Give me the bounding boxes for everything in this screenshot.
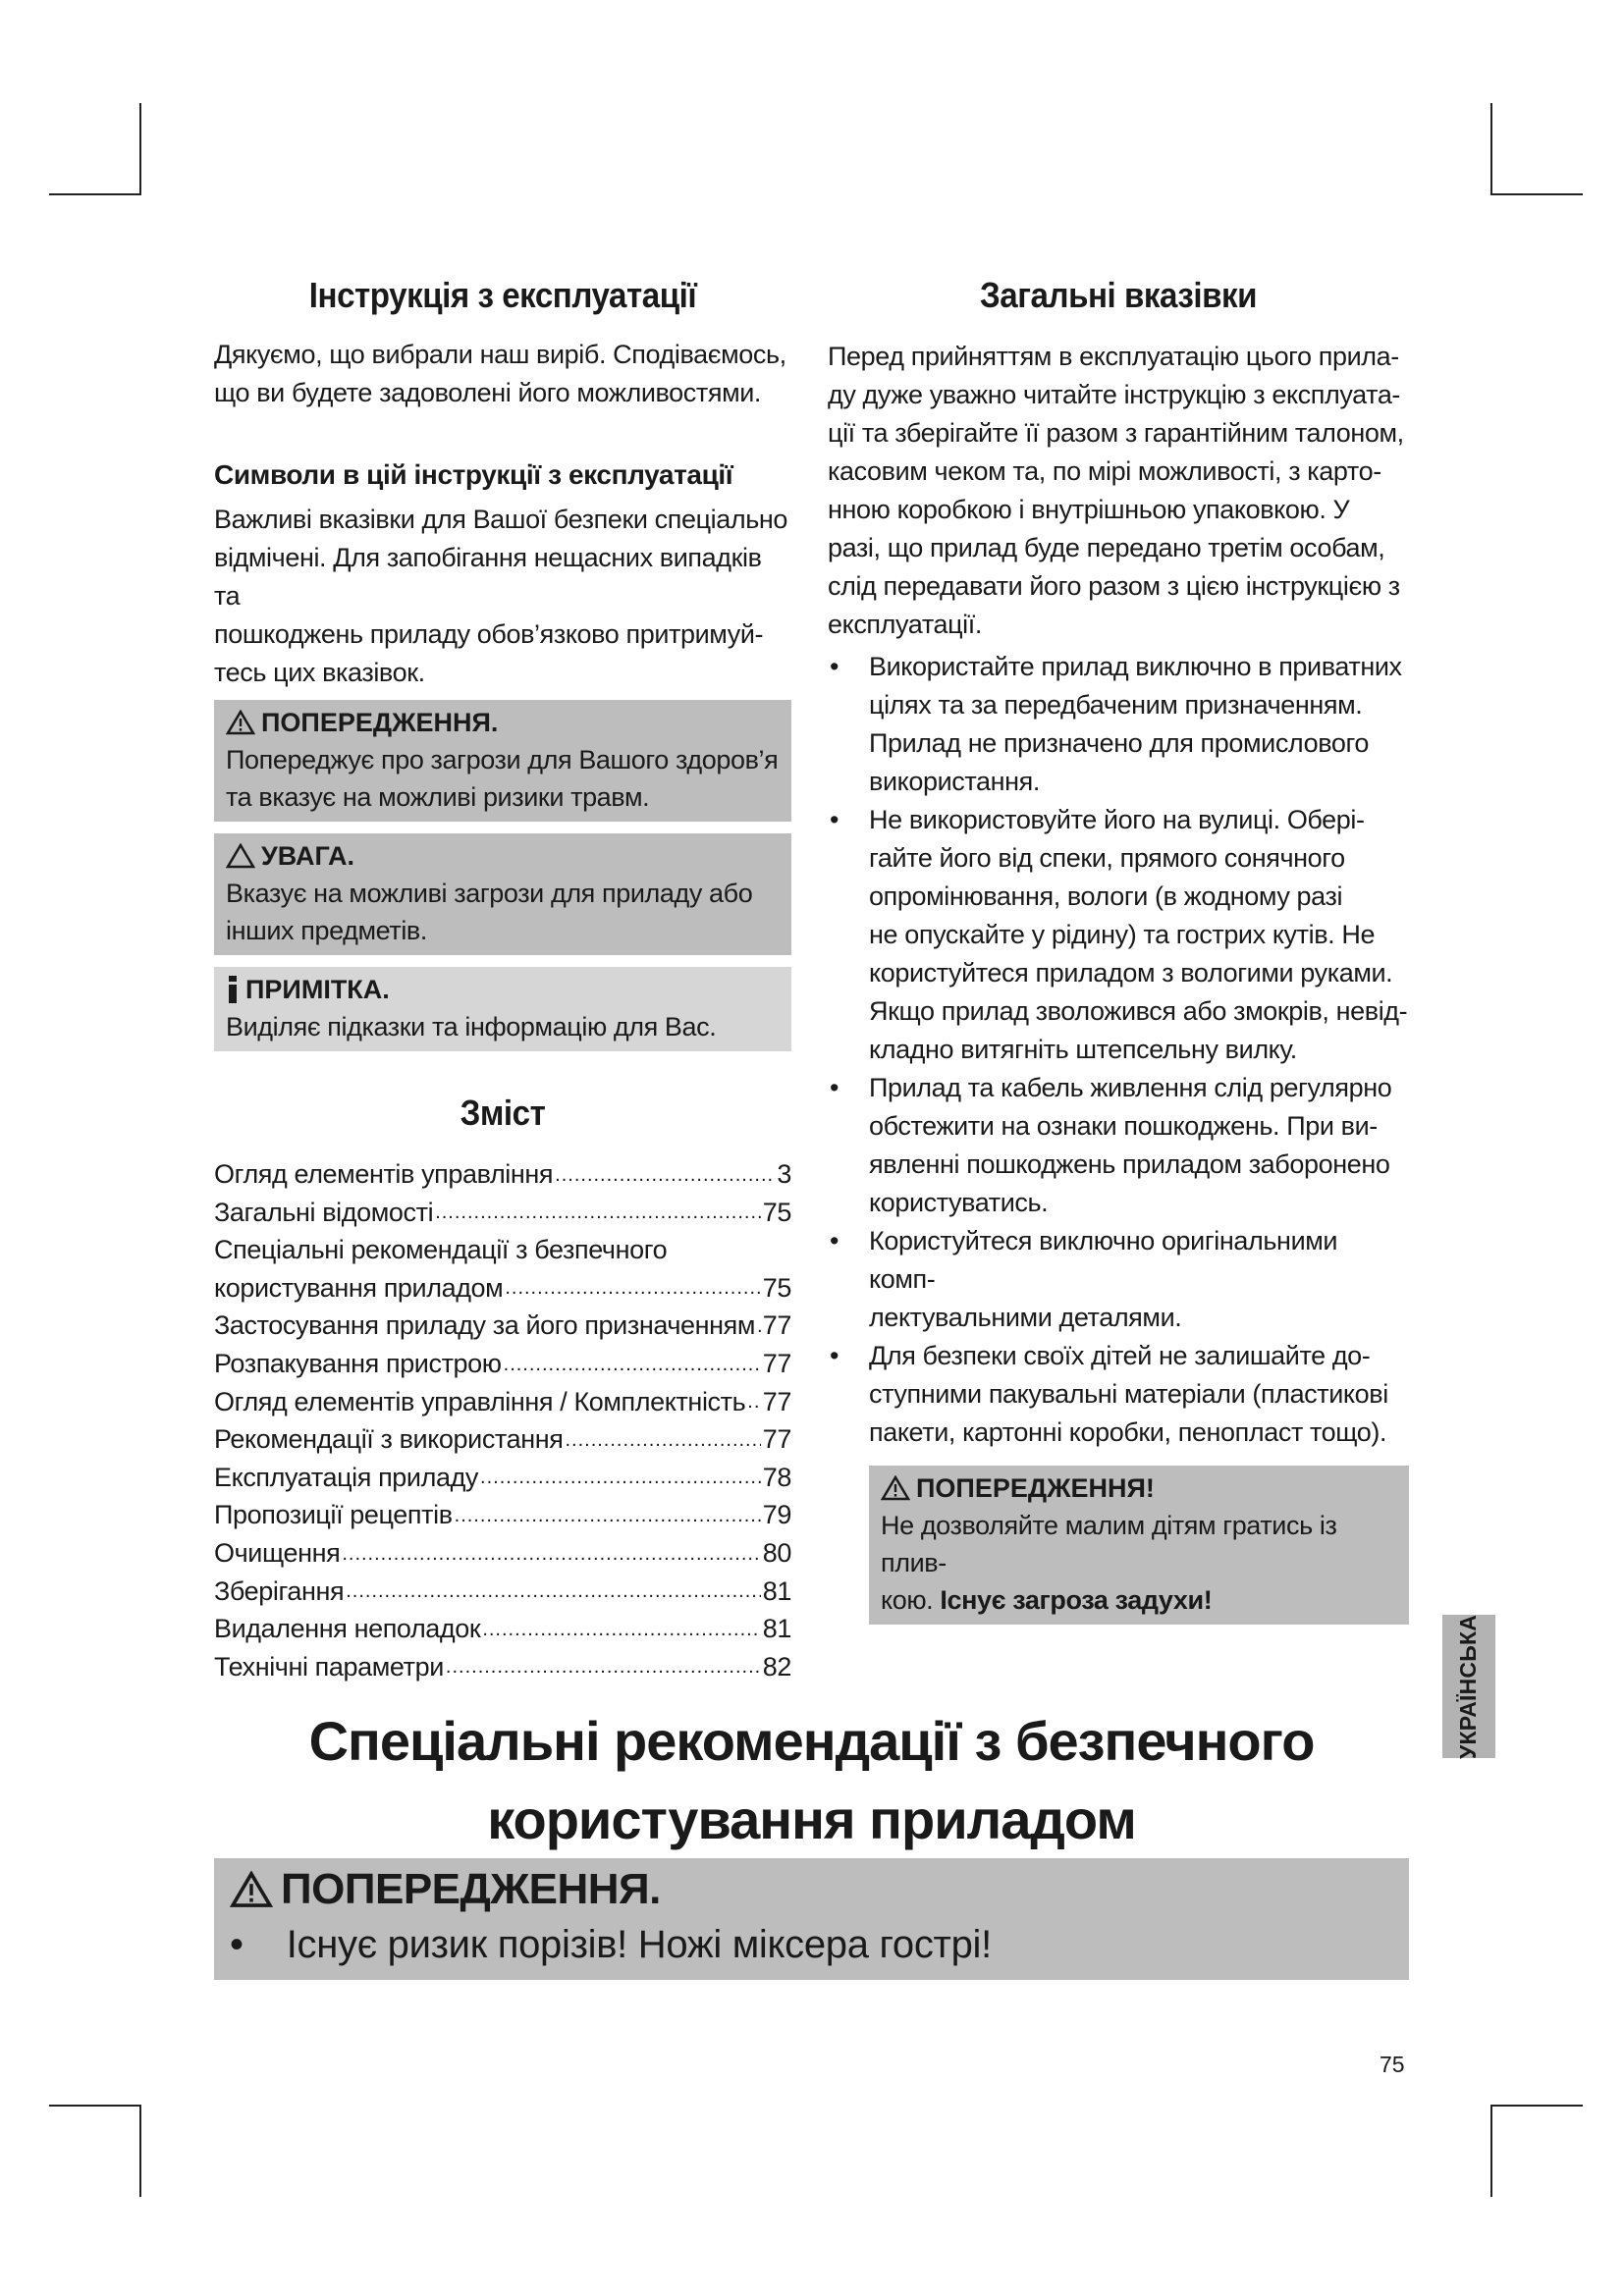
toc-label: Огляд елементів управління / Комплектність <box>214 1386 746 1416</box>
suffocation-warning-box <box>869 1466 1409 1625</box>
general-notes-line: ції та зберігайте її разом з гарантійним талоном, <box>828 418 1404 448</box>
warning-triangle-icon <box>226 710 255 735</box>
warning-text-line: та вказує на можливі ризики травм. <box>226 782 650 812</box>
safety-bullet-line: обстежити на ознаки пошкоджень. При ви- <box>869 1111 1378 1141</box>
safety-bullet <box>828 1222 1409 1337</box>
right-column <box>828 275 1409 1625</box>
general-notes-line: разі, що прилад буде передано третім особам, <box>828 533 1385 562</box>
safety-bullet-line: • Користуйтеся виключно оригінальними комп- <box>869 1226 1338 1294</box>
safety-bullet-line: користуватись. <box>869 1188 1049 1217</box>
general-notes-line: ду дуже уважно читайте інструкцію з експлуата- <box>828 380 1401 409</box>
toc-row <box>214 1496 791 1534</box>
crop-mark <box>139 2105 141 2197</box>
safety-bullet-line: гайте його від спеки, прямого сонячного <box>869 843 1345 873</box>
safety-bullet-line: • Використайте прилад виключно в приватних <box>869 652 1402 681</box>
toc-leader-dots <box>747 1383 760 1421</box>
symbols-text-line: тесь цих вказівок. <box>214 658 425 687</box>
warning-title: ПОПЕРЕДЖЕННЯ. <box>261 708 499 737</box>
toc-label: Видалення неполадок <box>214 1614 481 1644</box>
crop-mark <box>1490 103 1492 194</box>
note-title: ПРИМІТКА. <box>245 975 390 1004</box>
language-tab <box>1442 1615 1495 1758</box>
crop-mark <box>1490 193 1583 195</box>
toc-leader-dots <box>565 1420 760 1459</box>
general-notes-line: слід передавати його разом з цією інструкцією з <box>828 571 1400 601</box>
toc-page: 78 <box>762 1462 791 1492</box>
note-box <box>214 967 791 1051</box>
crop-mark <box>139 103 141 194</box>
safety-bullet-line: користуйтеся приладом з вологими руками. <box>869 958 1393 988</box>
crop-mark <box>49 2105 141 2107</box>
warning-text-normal: кою. <box>881 1585 941 1615</box>
toc-row <box>214 1573 791 1611</box>
toc-leader-dots <box>504 1345 761 1383</box>
safety-bullet-line: використання. <box>869 767 1040 796</box>
safety-title-line: користування приладом <box>487 1789 1136 1850</box>
big-warning-title: ПОПЕРЕДЖЕННЯ. <box>281 1865 661 1913</box>
caution-text-line: інших предметів. <box>226 916 427 945</box>
toc-label: Загальні відомості <box>214 1197 434 1227</box>
intro-line: що ви будете задоволені його можливостями. <box>214 378 762 407</box>
toc-page: 79 <box>762 1500 791 1530</box>
safety-bullet-line: не опускайте у рідину) та гострих кутів. Не <box>869 920 1376 949</box>
toc-page: 81 <box>762 1614 791 1644</box>
toc-label: Зберігання <box>214 1575 345 1606</box>
toc-label: Пропозиції рецептів <box>214 1500 453 1530</box>
toc-row <box>214 1383 791 1421</box>
toc-page: 77 <box>762 1310 791 1341</box>
safety-bullet-line: пакети, картонні коробки, пенопласт тощо). <box>869 1417 1387 1447</box>
safety-bullet <box>828 801 1409 1069</box>
warning-triangle-icon <box>230 1871 273 1908</box>
symbols-text-line: відмічені. Для запобігання нещасних випадків та <box>214 543 762 611</box>
bullet: • <box>230 1923 244 1966</box>
safety-bullet-line: лектувальними деталями. <box>869 1303 1182 1332</box>
caution-title: УВАГА. <box>261 841 355 871</box>
toc-label: Технічні параметри <box>214 1651 444 1682</box>
toc-page: 75 <box>762 1197 791 1227</box>
intro-line: Дякуємо, що вибрали наш виріб. Сподіваємось, <box>214 340 786 369</box>
safety-bullet <box>828 1069 1409 1222</box>
safety-bullet-line: ступними пакувальні матеріали (пластикові <box>869 1379 1388 1409</box>
safety-bullet-line: • Для безпеки своїх дітей не залишайте до- <box>869 1341 1371 1370</box>
warning-text-line: Попереджує про загрози для Вашого здоров’я <box>226 745 779 774</box>
toc-row <box>214 1610 791 1648</box>
safety-bullet <box>828 1337 1409 1452</box>
toc-label: Застосування приладу за його призначенням <box>214 1310 756 1341</box>
toc-row <box>214 1307 791 1345</box>
warning-title: ПОПЕРЕДЖЕННЯ! <box>916 1473 1155 1503</box>
toc-leader-dots <box>455 1496 761 1534</box>
toc-page: 81 <box>762 1575 791 1606</box>
toc-row <box>214 1459 791 1497</box>
warning-text-line <box>881 1581 1397 1619</box>
toc-label: Рекомендації з використання <box>214 1424 564 1455</box>
toc-leader-dots <box>446 1648 761 1686</box>
toc-label: користування приладом <box>214 1272 504 1303</box>
toc-leader-dots <box>482 1610 760 1648</box>
general-notes-line: касовим чеком та, по мірі можливості, з карто- <box>828 456 1381 486</box>
toc-leader-dots <box>757 1307 761 1345</box>
toc-page: 82 <box>762 1651 791 1682</box>
safety-bullet-line: Прилад не призначено для промислового <box>869 728 1369 758</box>
language-tab-label: УКРАЇНСЬКА <box>1455 1614 1482 1759</box>
general-notes-intro <box>828 338 1409 644</box>
toc-row <box>214 1420 791 1459</box>
toc-row <box>214 1534 791 1573</box>
toc-page: 3 <box>777 1159 791 1189</box>
toc-label: Огляд елементів управління <box>214 1159 554 1189</box>
toc-leader-dots <box>346 1573 761 1611</box>
info-icon <box>226 976 240 1003</box>
toc-page: 77 <box>762 1386 791 1416</box>
symbols-text-line: пошкоджень приладу обов’язково притримуй- <box>214 619 764 649</box>
warning-text-line: Не дозволяйте малим дітям гратись із плив- <box>881 1511 1337 1577</box>
toc-label: Спеціальні рекомендації з безпечного <box>214 1235 668 1265</box>
general-notes-line: експлуатації. <box>828 610 982 639</box>
toc-row <box>214 1648 791 1686</box>
crop-mark <box>49 193 141 195</box>
toc-page: 77 <box>762 1348 791 1378</box>
toc-row <box>214 1155 791 1194</box>
safety-bullet-line: цілях та за передбаченим призначенням. <box>869 690 1363 720</box>
safety-bullet-line: опромінювання, вологи (в жодному разі <box>869 881 1343 911</box>
toc-label: Розпакування пристрою <box>214 1348 502 1378</box>
general-notes-title: Загальні вказівки <box>979 275 1258 315</box>
general-notes-line: Перед прийняттям в експлуатацію цього прила- <box>828 342 1399 371</box>
toc-title: Зміст <box>460 1093 546 1133</box>
symbols-text-line: Важливі вказівки для Вашої безпеки спеціально <box>214 505 788 534</box>
warning-text-bold: Існує загроза задухи! <box>940 1585 1213 1615</box>
instructions-title: Інструкція з експлуатації <box>308 275 697 315</box>
note-text-line: Виділяє підказки та інформацію для Вас. <box>226 1012 717 1041</box>
safety-bullet-line: кладно витягніть штепсельну вилку. <box>869 1035 1297 1064</box>
caution-triangle-icon <box>226 843 255 869</box>
toc-label: Очищення <box>214 1537 341 1568</box>
table-of-contents <box>214 1155 791 1685</box>
toc-label: Експлуатація приладу <box>214 1462 479 1492</box>
safety-section-title <box>214 1702 1409 1859</box>
toc-leader-dots <box>505 1269 760 1308</box>
toc-row <box>214 1231 791 1269</box>
general-notes-line: нною коробкою і внутрішньою упаковкою. У <box>828 495 1350 524</box>
safety-title-line: Спеціальні рекомендації з безпечного <box>308 1710 1315 1772</box>
safety-bullet-line: явленні пошкоджень приладом заборонено <box>869 1149 1390 1179</box>
toc-row <box>214 1194 791 1232</box>
caution-text-line: Вказує на можливі загрози для приладу або <box>226 879 753 908</box>
crop-mark <box>1490 2105 1583 2107</box>
cut-risk-warning-box <box>214 1858 1409 1980</box>
toc-page: 80 <box>762 1537 791 1568</box>
caution-box <box>214 833 791 955</box>
toc-row <box>214 1269 791 1308</box>
safety-bullet-list <box>828 648 1409 1452</box>
toc-page: 75 <box>762 1272 791 1303</box>
safety-bullet <box>828 648 1409 801</box>
page-number: 75 <box>1380 2052 1405 2077</box>
big-warning-text: Існує ризик порізів! Ножі міксера гострі! <box>286 1923 992 1966</box>
toc-leader-dots <box>555 1155 775 1194</box>
toc-row <box>214 1345 791 1383</box>
safety-bullet-line: • Прилад та кабель живлення слід регулярно <box>869 1073 1392 1102</box>
warning-triangle-icon <box>881 1475 910 1501</box>
toc-leader-dots <box>480 1459 761 1497</box>
toc-leader-dots <box>435 1194 761 1232</box>
warning-box <box>214 700 791 822</box>
safety-bullet-line: Якщо прилад зволожився або змокрів, невід- <box>869 996 1408 1026</box>
safety-bullet-line: • Не використовуйте його на вулиці. Обері- <box>869 805 1365 834</box>
left-column <box>214 275 791 1685</box>
symbols-heading: Символи в цій інструкції з експлуатації <box>214 459 733 490</box>
toc-leader-dots <box>342 1534 760 1573</box>
crop-mark <box>1490 2105 1492 2197</box>
toc-page: 77 <box>762 1424 791 1455</box>
